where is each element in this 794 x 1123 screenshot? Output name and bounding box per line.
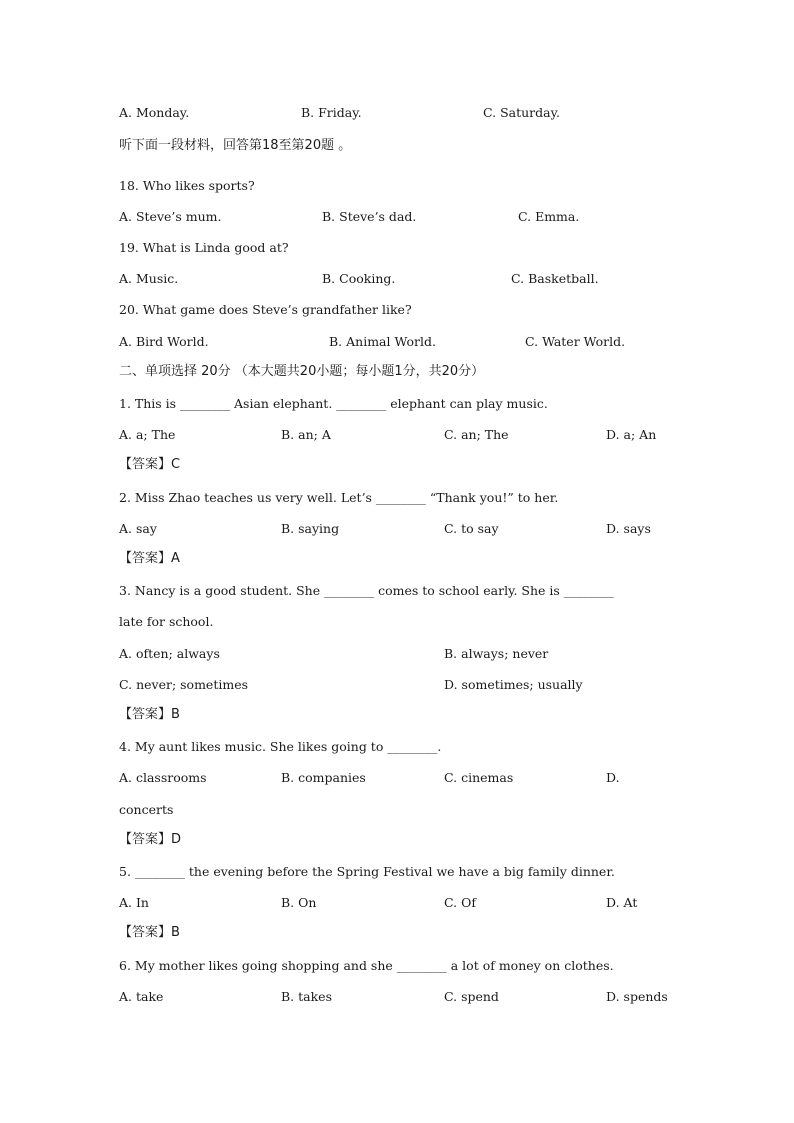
q20-stem: 20. What game does Steve’s grandfather like? — [119, 302, 412, 317]
mc3-answer — [119, 707, 180, 723]
mc4-option-c: C. cinemas — [444, 770, 514, 785]
mc1-option-a: A. a; The — [119, 427, 176, 442]
mc3-option-b: B. always; never — [444, 646, 549, 661]
section-2-title: 二、单项选择 20分 （本大题共20小题；每小题1分，共20分） — [119, 364, 485, 379]
q18-stem: 18. Who likes sports? — [119, 178, 255, 193]
mc2-stem: 2. Miss Zhao teaches us very well. Let’s ________ “Thank you!” to her. — [119, 490, 559, 505]
q17-option-b: B. Friday. — [301, 105, 362, 120]
mc4-answer — [119, 832, 181, 848]
mc1-option-b: B. an; A — [281, 427, 331, 442]
mc3-stem-line1: 3. Nancy is a good student. She ________ comes to school early. She is ________ — [119, 583, 614, 598]
mc2-option-b: B. saying — [281, 521, 340, 536]
mc4-stem: 4. My aunt likes music. She likes going to ________. — [119, 739, 442, 754]
mc4-option-d-wrap: concerts — [119, 802, 174, 817]
q18-option-c: C. Emma. — [518, 209, 580, 224]
mc5-option-c: C. Of — [444, 895, 476, 910]
mc1-stem: 1. This is ________ Asian elephant. ________ elephant can play music. — [119, 396, 548, 411]
mc3-option-d: D. sometimes; usually — [444, 677, 583, 692]
mc3-option-c: C. never; sometimes — [119, 677, 249, 692]
mc2-option-c: C. to say — [444, 521, 499, 536]
answer-value: A — [171, 551, 180, 566]
mc6-option-d: D. spends — [606, 989, 668, 1004]
answer-value: B — [171, 707, 180, 722]
mc6-option-b: B. takes — [281, 989, 332, 1004]
mc6-option-c: C. spend — [444, 989, 499, 1004]
mc6-option-a: A. take — [119, 989, 164, 1004]
mc5-stem: 5. ________ the evening before the Spring Festival we have a big family dinner. — [119, 864, 615, 879]
answer-value: B — [171, 925, 180, 940]
answer-label: 【答案】 — [119, 832, 172, 847]
mc3-option-a: A. often; always — [119, 646, 220, 661]
mc1-answer — [119, 457, 180, 473]
mc2-option-d: D. says — [606, 521, 651, 536]
q17-option-c: C. Saturday. — [483, 105, 560, 120]
answer-value: D — [171, 832, 182, 847]
q17-option-a: A. Monday. — [119, 105, 190, 120]
q18-option-a: A. Steve’s mum. — [119, 209, 222, 224]
mc5-option-d: D. At — [606, 895, 638, 910]
mc2-option-a: A. say — [119, 521, 157, 536]
mc4-option-a: A. classrooms — [119, 770, 207, 785]
answer-label: 【答案】 — [119, 457, 172, 472]
mc2-answer — [119, 551, 180, 567]
answer-value: C — [171, 457, 181, 472]
answer-label: 【答案】 — [119, 925, 172, 940]
q19-stem: 19. What is Linda good at? — [119, 240, 289, 255]
mc5-option-a: A. In — [119, 895, 149, 910]
q18-option-b: B. Steve’s dad. — [322, 209, 417, 224]
listening-instruction: 听下面一段材料，回答第18至第20题 。 — [119, 138, 352, 153]
q20-option-a: A. Bird World. — [119, 334, 209, 349]
answer-label: 【答案】 — [119, 707, 172, 722]
mc1-option-c: C. an; The — [444, 427, 509, 442]
mc3-stem-line2: late for school. — [119, 614, 214, 629]
q20-option-b: B. Animal World. — [329, 334, 436, 349]
mc5-answer — [119, 925, 180, 941]
mc4-option-b: B. companies — [281, 770, 366, 785]
q19-option-c: C. Basketball. — [511, 271, 599, 286]
mc4-option-d: D. — [606, 770, 620, 785]
mc5-option-b: B. On — [281, 895, 317, 910]
mc1-option-d: D. a; An — [606, 427, 657, 442]
q19-option-a: A. Music. — [119, 271, 179, 286]
q20-option-c: C. Water World. — [525, 334, 626, 349]
mc6-stem: 6. My mother likes going shopping and she ________ a lot of money on clothes. — [119, 958, 614, 973]
answer-label: 【答案】 — [119, 551, 172, 566]
q19-option-b: B. Cooking. — [322, 271, 396, 286]
